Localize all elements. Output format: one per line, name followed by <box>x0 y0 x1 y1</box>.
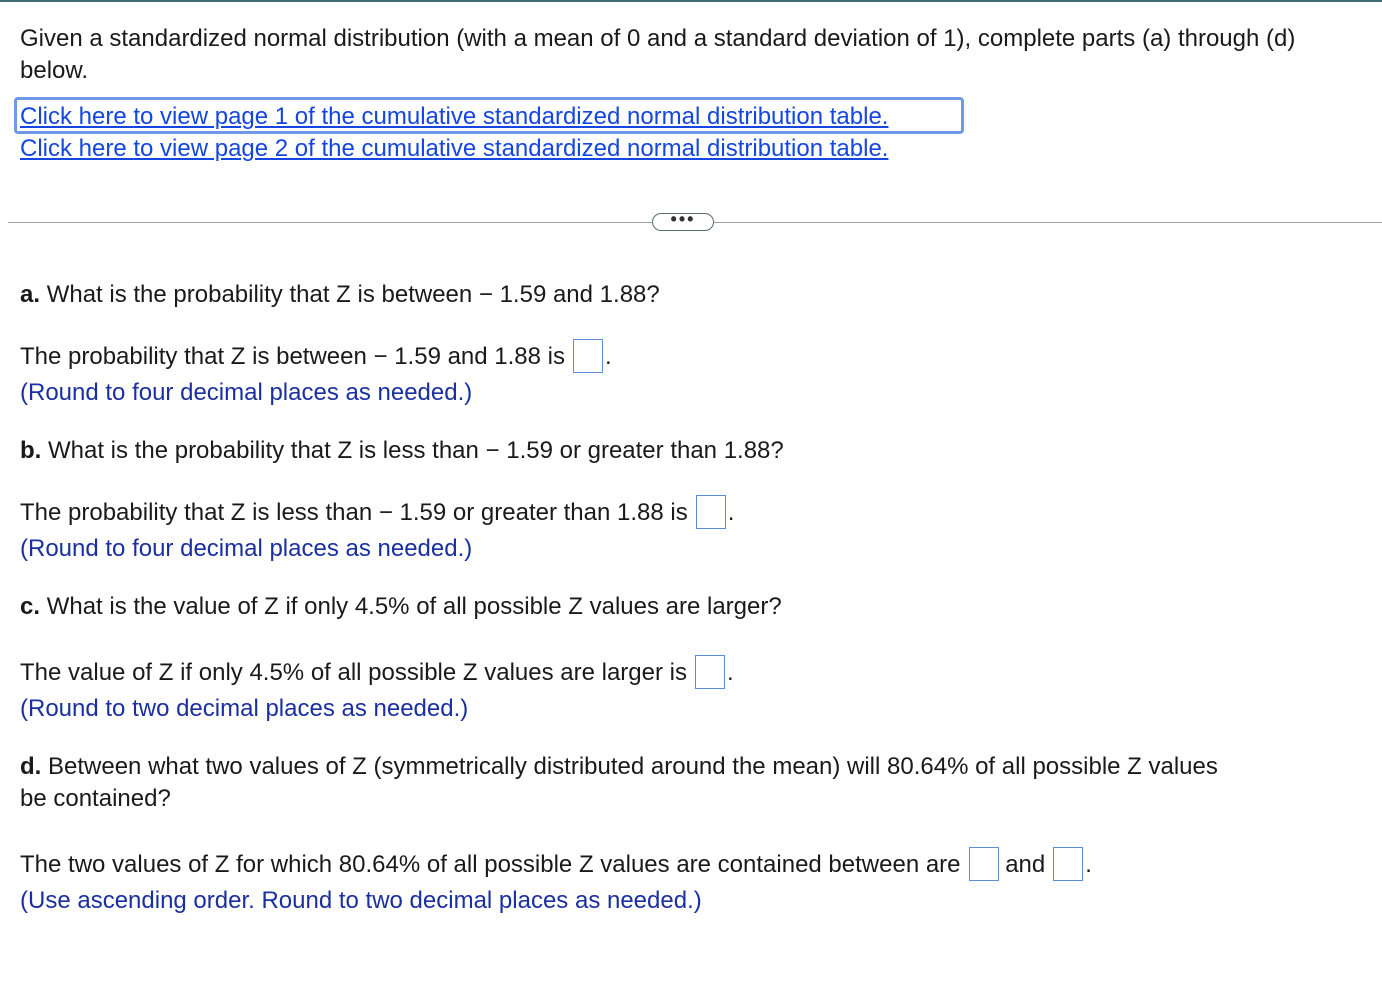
table-page-2-link[interactable]: Click here to view page 2 of the cumulative standardized normal distribution table. <box>20 135 889 162</box>
part-a-question-text: What is the probability that Z is between − 1.59 and 1.88? <box>46 281 660 308</box>
part-c-answer-input[interactable] <box>695 655 725 689</box>
part-c-label: c. <box>20 593 41 620</box>
intro-line-1: Given a standardized normal distribution (with a mean of 0 and a standard deviation of 1), complete parts (a) through (d) <box>20 25 1296 52</box>
part-a-question <box>20 279 660 311</box>
part-a-label: a. <box>20 281 41 308</box>
part-b-question <box>20 435 784 467</box>
part-d-label: d. <box>20 753 42 780</box>
part-d-question-line-1: Between what two values of Z (symmetrically distributed around the mean) will 80.64% of all possible Z values <box>48 753 1218 780</box>
part-a-period: . <box>605 343 612 370</box>
part-a-answer-input[interactable] <box>573 339 603 373</box>
part-d-question-line-2: be contained? <box>20 785 171 812</box>
part-a-answer-prompt: The probability that Z is between − 1.59 and 1.88 is <box>20 343 566 370</box>
part-b-label: b. <box>20 437 42 464</box>
part-d-answer-prompt: The two values of Z for which 80.64% of all possible Z values are contained between are <box>20 851 961 878</box>
intro-line-2: below. <box>20 57 89 84</box>
part-c-note: (Round to two decimal places as needed.) <box>20 695 469 722</box>
intro-text <box>20 23 1382 87</box>
part-c-period: . <box>726 659 734 686</box>
part-d-period: . <box>1085 851 1092 878</box>
expand-more-button[interactable]: ••• <box>652 213 714 231</box>
part-b-answer-input[interactable] <box>696 495 726 529</box>
part-b-period: . <box>727 499 735 526</box>
part-d-question <box>20 751 1218 783</box>
part-b-answer-row <box>20 495 734 529</box>
part-c-answer-prompt: The value of Z if only 4.5% of all possible Z values are larger is <box>20 659 687 686</box>
part-c-answer-row <box>20 655 734 689</box>
top-rule <box>0 0 1382 2</box>
part-d-answer-input-upper[interactable] <box>1053 847 1083 881</box>
part-b-question-text: What is the probability that Z is less than − 1.59 or greater than 1.88? <box>48 437 784 464</box>
part-c-question <box>20 591 782 623</box>
part-a-note: (Round to four decimal places as needed.) <box>20 379 473 406</box>
part-d-joiner: and <box>1005 851 1046 878</box>
part-b-note: (Round to four decimal places as needed.) <box>20 535 473 562</box>
part-c-question-text: What is the value of Z if only 4.5% of all possible Z values are larger? <box>46 593 782 620</box>
part-b-answer-prompt: The probability that Z is less than − 1.59 or greater than 1.88 is <box>20 499 688 526</box>
part-a-answer-row <box>20 339 612 373</box>
table-page-1-link[interactable]: Click here to view page 1 of the cumulative standardized normal distribution table. <box>20 103 889 130</box>
part-d-answer-row <box>20 847 1092 881</box>
part-d-note: (Use ascending order. Round to two decimal places as needed.) <box>20 887 702 914</box>
part-d-answer-input-lower[interactable] <box>969 847 999 881</box>
